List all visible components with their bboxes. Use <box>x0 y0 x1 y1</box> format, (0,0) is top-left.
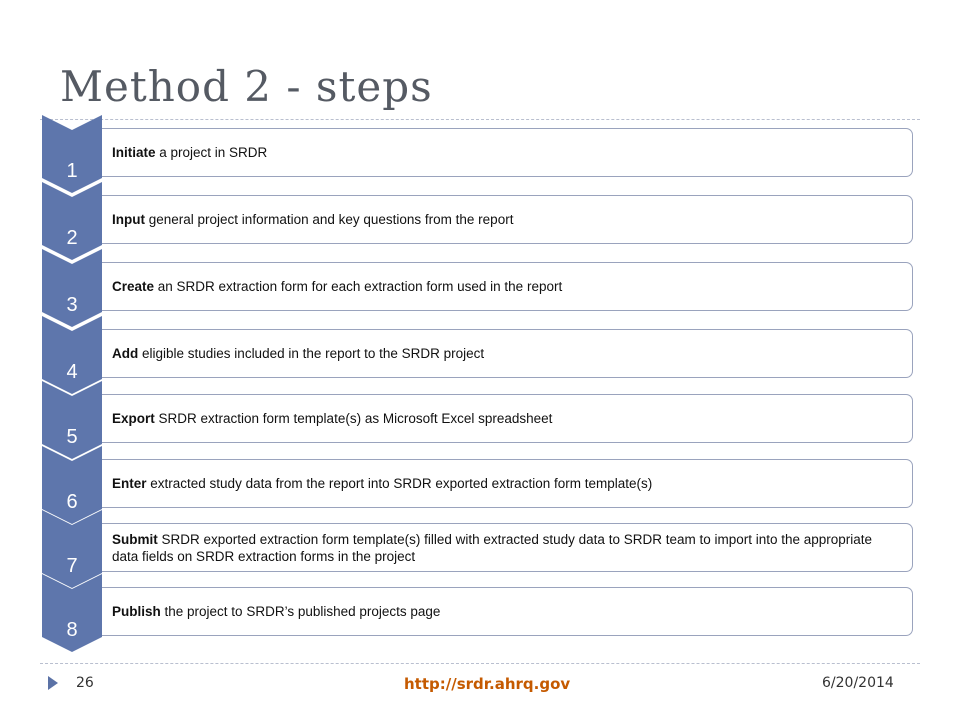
step-box <box>102 195 913 244</box>
step-text <box>112 475 652 492</box>
step-number: 6 <box>66 491 78 513</box>
step-verb: Initiate <box>112 145 156 160</box>
slide-title: Method 2 - steps <box>60 62 433 111</box>
step-text <box>112 603 440 620</box>
step-box <box>102 262 913 311</box>
chevron-8-icon <box>42 574 102 652</box>
step-number: 2 <box>66 227 78 249</box>
footer-date: 6/20/2014 <box>822 675 894 691</box>
step-verb: Export <box>112 411 155 426</box>
step-text <box>112 278 562 295</box>
step-verb: Add <box>112 346 139 361</box>
step-text <box>112 531 902 565</box>
step-number: 5 <box>66 426 78 448</box>
step-verb: Create <box>112 279 155 294</box>
step-number: 4 <box>66 361 78 383</box>
step-text <box>112 410 552 427</box>
step-text <box>112 345 484 362</box>
footer-divider <box>40 663 920 664</box>
footer-bullet-icon <box>48 676 58 690</box>
step-verb: Input <box>112 212 145 227</box>
step-text <box>112 144 267 161</box>
step-description: eligible studies included in the report to the SRDR project <box>138 346 485 361</box>
step-description: extracted study data from the report into SRDR exported extraction form template(s) <box>146 476 653 491</box>
step-description: SRDR exported extraction form template(s) filled with extracted study data to SRDR team to import into the appropriate data fields on SRDR extraction forms in the project <box>112 531 873 564</box>
step-number: 1 <box>66 160 78 182</box>
step-description: general project information and key questions from the report <box>145 212 514 227</box>
step-box <box>102 459 913 508</box>
step-text <box>112 211 513 228</box>
step-description: the project to SRDR’s published projects page <box>160 604 441 619</box>
step-number: 7 <box>66 555 78 577</box>
step-box <box>102 394 913 443</box>
step-box <box>102 587 913 636</box>
step-description: an SRDR extraction form for each extraction form used in the report <box>154 279 563 294</box>
step-verb: Publish <box>112 604 161 619</box>
step-description: a project in SRDR <box>155 145 268 160</box>
step-number: 3 <box>66 294 78 316</box>
footer-url-link[interactable]: http://srdr.ahrq.gov <box>404 675 571 693</box>
step-verb: Enter <box>112 476 147 491</box>
step-number: 8 <box>66 619 78 641</box>
step-verb: Submit <box>112 531 158 547</box>
step-box <box>102 128 913 177</box>
step-box <box>102 329 913 378</box>
step-description: SRDR extraction form template(s) as Microsoft Excel spreadsheet <box>154 411 553 426</box>
page-number: 26 <box>76 675 94 691</box>
step-box <box>102 523 913 572</box>
